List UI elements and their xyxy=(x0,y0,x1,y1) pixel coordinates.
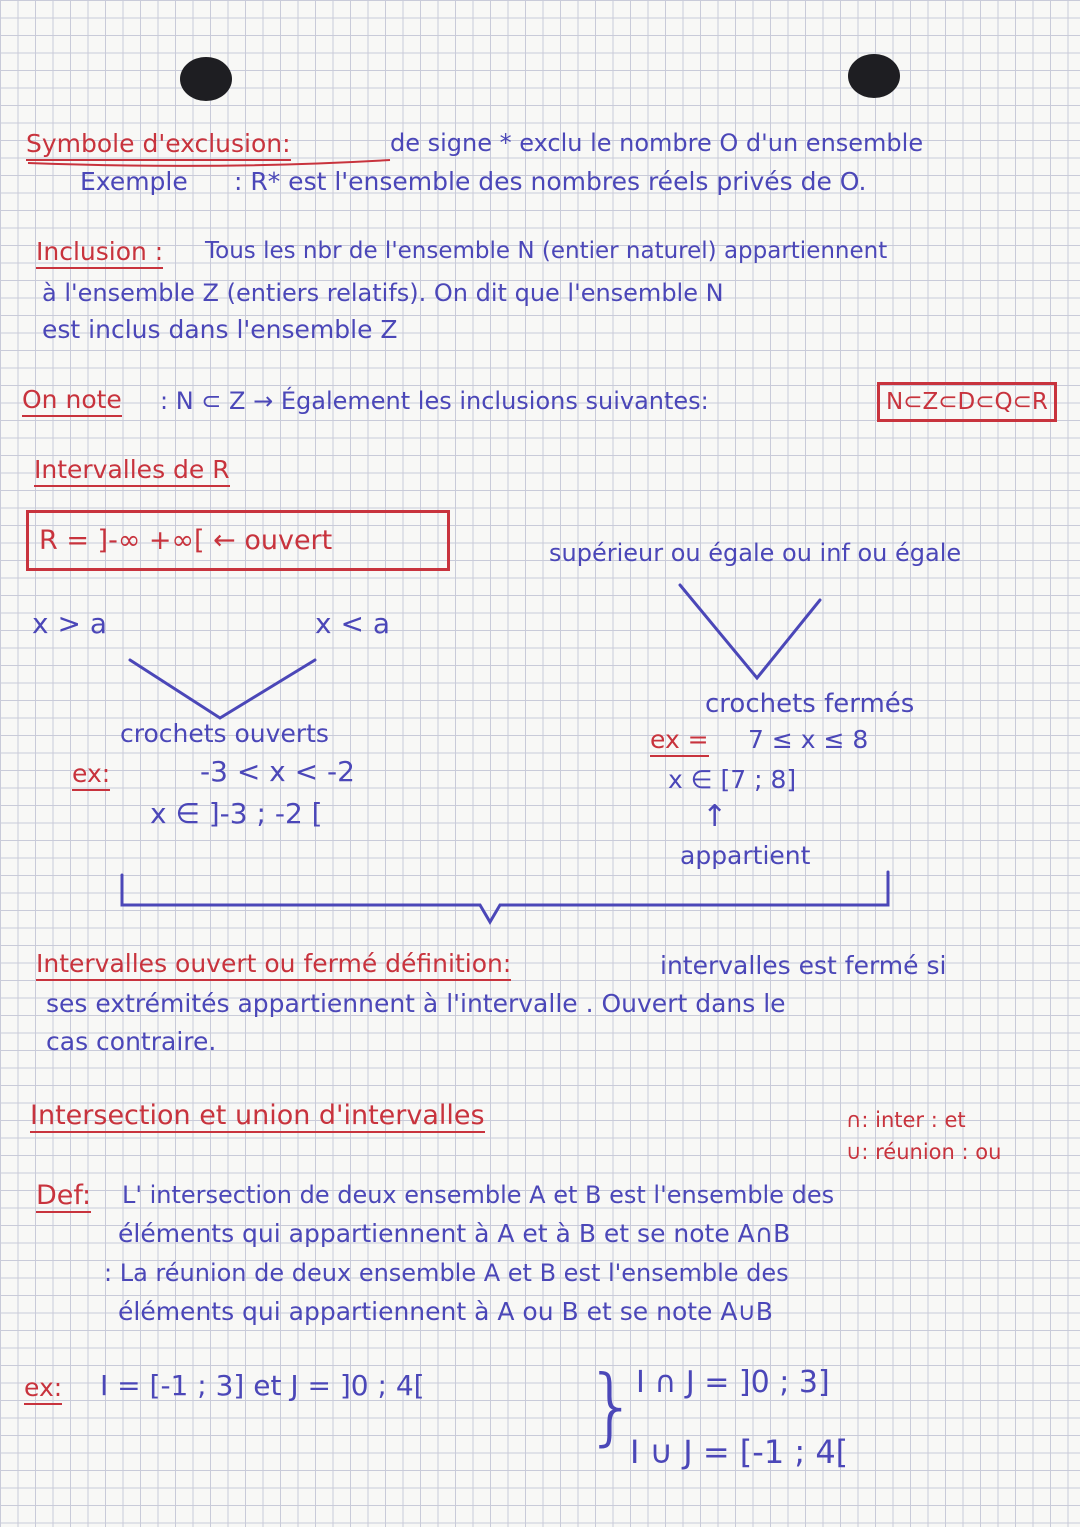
on-note-label: On note xyxy=(22,386,122,417)
def-union-line2: éléments qui appartiennent à A ou B et se note A∪B xyxy=(118,1297,773,1326)
definition-line1: intervalles est fermé si xyxy=(660,951,947,980)
intervals-title: Intervalles de R xyxy=(34,456,230,487)
exclusion-example-text: : R* est l'ensemble des nombres réels privés de O. xyxy=(234,167,867,196)
def-union-line1: : La réunion de deux ensemble A et B est l'ensemble des xyxy=(104,1259,789,1287)
x-less-a: x < a xyxy=(315,607,390,640)
def-intersection-line2: éléments qui appartiennent à A et à B et se note A∩B xyxy=(118,1219,791,1248)
inclusion-line2: à l'ensemble Z (entiers relatifs). On dit que l'ensemble N xyxy=(42,279,724,307)
example-brace: } xyxy=(585,1357,639,1455)
legend-union: ∪: réunion : ou xyxy=(846,1140,1002,1164)
closed-ex-interval: x ∈ [7 ; 8] xyxy=(668,765,797,794)
intersection-title: Intersection et union d'intervalles xyxy=(30,1100,485,1133)
exclusion-example-label: Exemple xyxy=(80,167,188,196)
exclusion-underline-curve xyxy=(28,160,390,166)
inclusion-line1: Tous les nbr de l'ensemble N (entier naturel) appartiennent xyxy=(205,238,888,264)
open-ex-interval: x ∈ ]-3 ; -2 [ xyxy=(150,797,323,830)
exclusion-title: Symbole d'exclusion: xyxy=(26,130,291,161)
open-v-shape xyxy=(130,660,315,718)
def-intersection-line1: L' intersection de deux ensemble A et B est l'ensemble des xyxy=(122,1181,835,1209)
appartient-label: appartient xyxy=(680,841,811,870)
right-header: supérieur ou égale ou inf ou égale xyxy=(549,539,962,567)
open-ex-inequality: -3 < x < -2 xyxy=(200,755,355,788)
closed-brackets-label: crochets fermés xyxy=(705,689,915,719)
inclusion-line3: est inclus dans l'ensemble Z xyxy=(42,315,398,344)
on-note-text: : N ⊂ Z → Également les inclusions suivantes: xyxy=(160,387,709,415)
open-ex-label: ex: xyxy=(72,760,110,791)
example-label: ex: xyxy=(24,1374,62,1405)
example-intersection: I ∩ J = ]0 ; 3] xyxy=(636,1365,830,1400)
closed-v-shape xyxy=(680,585,820,678)
definition-title: Intervalles ouvert ou fermé définition: xyxy=(36,950,511,981)
definition-line3: cas contraire. xyxy=(46,1027,217,1056)
x-greater-a: x > a xyxy=(32,607,107,640)
closed-ex-label: ex = xyxy=(650,726,709,757)
closed-ex-inequality: 7 ≤ x ≤ 8 xyxy=(748,725,869,754)
example-union: I ∪ J = [-1 ; 4[ xyxy=(630,1433,849,1471)
legend-inter: ∩: inter : et xyxy=(846,1108,966,1132)
r-open-box: R = ]-∞ +∞[ ← ouvert xyxy=(26,510,450,571)
inclusion-chain-box: N⊂Z⊂D⊂Q⊂R xyxy=(877,382,1057,422)
bottom-brace xyxy=(122,872,888,922)
exclusion-text: de signe * exclu le nombre O d'un ensemble xyxy=(390,129,924,157)
def-label: Def: xyxy=(36,1180,91,1213)
up-arrow-icon: ↑ xyxy=(702,799,728,834)
inclusion-title: Inclusion : xyxy=(36,238,163,269)
open-brackets-label: crochets ouverts xyxy=(120,719,329,748)
example-intervals: I = [-1 ; 3] et J = ]0 ; 4[ xyxy=(100,1369,425,1402)
definition-line2: ses extrémités appartiennent à l'intervalle . Ouvert dans le xyxy=(46,989,786,1018)
